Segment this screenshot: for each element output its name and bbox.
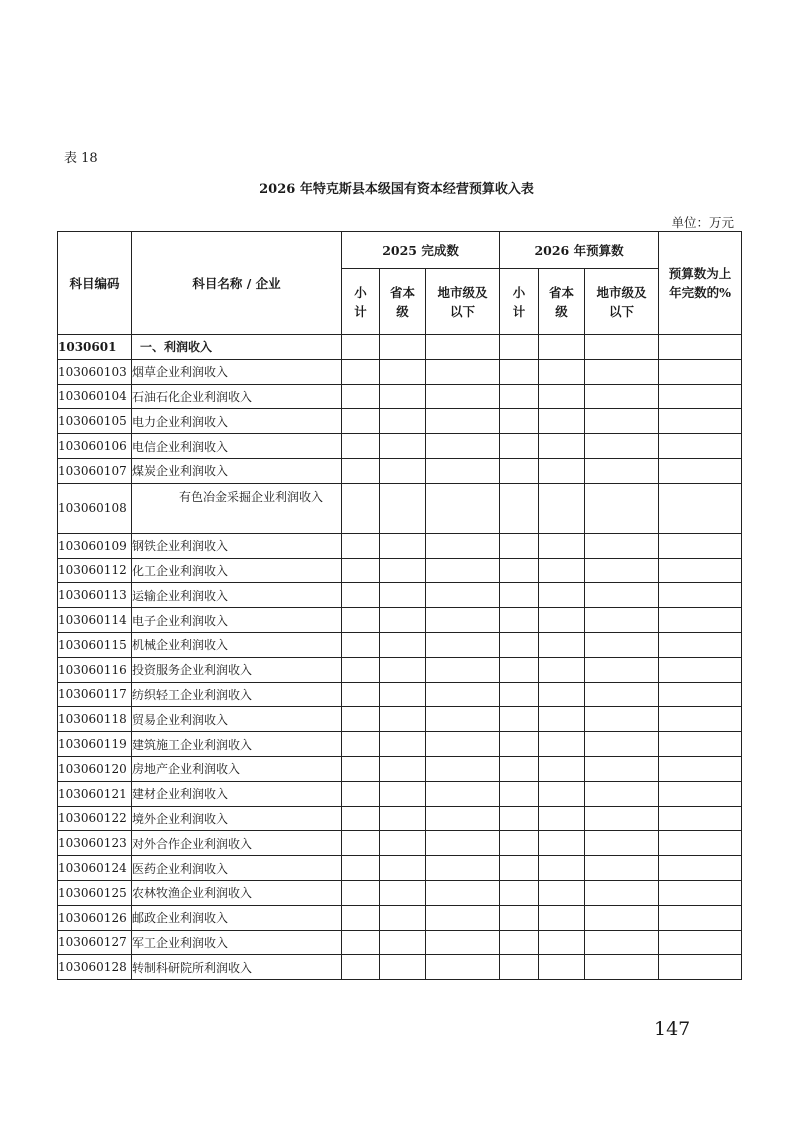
cell-ratio [659, 707, 742, 732]
cell-ratio [659, 384, 742, 409]
cell-ratio [659, 409, 742, 434]
cell-2026-provincial [539, 930, 585, 955]
row-code: 103060128 [58, 955, 132, 980]
row-code: 103060123 [58, 831, 132, 856]
row-name: 邮政企业利润收入 [132, 905, 342, 930]
table-row [58, 806, 742, 831]
cell-2026-subtotal [500, 657, 539, 682]
cell-2026-subtotal [500, 756, 539, 781]
cell-2025-municipal [426, 657, 500, 682]
unit-label: 单位：万元 [671, 215, 734, 230]
row-name: 钢铁企业利润收入 [132, 533, 342, 558]
cell-ratio [659, 632, 742, 657]
cell-ratio [659, 856, 742, 881]
cell-2026-municipal [585, 359, 659, 384]
row-name: 运输企业利润收入 [132, 583, 342, 608]
cell-2025-municipal [426, 434, 500, 459]
cell-2025-municipal [426, 707, 500, 732]
cell-2026-provincial [539, 583, 585, 608]
cell-2025-provincial [380, 483, 426, 533]
header-2026-budget: 2026 年预算数 [500, 232, 659, 269]
row-code: 103060106 [58, 434, 132, 459]
cell-2026-provincial [539, 434, 585, 459]
cell-ratio [659, 955, 742, 980]
cell-2025-subtotal [342, 905, 380, 930]
cell-2025-provincial [380, 384, 426, 409]
cell-ratio [659, 483, 742, 533]
cell-ratio [659, 781, 742, 806]
cell-2026-municipal [585, 831, 659, 856]
cell-2025-subtotal [342, 533, 380, 558]
cell-2026-provincial [539, 831, 585, 856]
cell-2025-municipal [426, 483, 500, 533]
cell-2026-subtotal [500, 781, 539, 806]
table-row [58, 583, 742, 608]
cell-2025-municipal [426, 359, 500, 384]
row-name: 贸易企业利润收入 [132, 707, 342, 732]
cell-2025-provincial [380, 434, 426, 459]
cell-2025-municipal [426, 409, 500, 434]
table-row [58, 781, 742, 806]
cell-2026-municipal [585, 434, 659, 459]
cell-2026-municipal [585, 707, 659, 732]
header-2025-municipal: 地市级及以下 [426, 269, 500, 335]
cell-2025-provincial [380, 558, 426, 583]
cell-2026-subtotal [500, 533, 539, 558]
cell-2025-subtotal [342, 856, 380, 881]
cell-2025-provincial [380, 955, 426, 980]
cell-2026-subtotal [500, 434, 539, 459]
row-code: 103060120 [58, 756, 132, 781]
row-code: 103060119 [58, 732, 132, 757]
table-row [58, 384, 742, 409]
table-row [58, 533, 742, 558]
table-row [58, 458, 742, 483]
cell-2025-provincial [380, 732, 426, 757]
cell-ratio [659, 732, 742, 757]
row-code: 103060115 [58, 632, 132, 657]
cell-2026-subtotal [500, 583, 539, 608]
cell-2026-municipal [585, 955, 659, 980]
cell-2026-municipal [585, 856, 659, 881]
row-name: 一、利润收入 [132, 335, 342, 360]
row-name: 有色冶金采掘企业利润收入 [132, 483, 342, 533]
cell-2026-provincial [539, 856, 585, 881]
row-code: 103060108 [58, 483, 132, 533]
cell-2026-provincial [539, 458, 585, 483]
cell-2026-provincial [539, 781, 585, 806]
cell-2025-provincial [380, 806, 426, 831]
header-name: 科目名称 / 企业 [132, 232, 342, 335]
row-code: 103060117 [58, 682, 132, 707]
cell-2026-municipal [585, 781, 659, 806]
cell-2026-provincial [539, 756, 585, 781]
cell-2025-subtotal [342, 483, 380, 533]
table-row [58, 359, 742, 384]
cell-2025-subtotal [342, 806, 380, 831]
cell-2025-subtotal [342, 632, 380, 657]
table-row [58, 682, 742, 707]
cell-2026-subtotal [500, 558, 539, 583]
table-row [58, 905, 742, 930]
header-2025-provincial: 省本级 [380, 269, 426, 335]
cell-2025-provincial [380, 682, 426, 707]
cell-2026-provincial [539, 707, 585, 732]
table-row [58, 558, 742, 583]
row-name: 机械企业利润收入 [132, 632, 342, 657]
cell-2025-municipal [426, 806, 500, 831]
row-name: 电力企业利润收入 [132, 409, 342, 434]
cell-ratio [659, 458, 742, 483]
header-2025-completed: 2025 完成数 [342, 232, 500, 269]
cell-2026-provincial [539, 905, 585, 930]
cell-2026-municipal [585, 732, 659, 757]
cell-2026-provincial [539, 632, 585, 657]
cell-2025-provincial [380, 781, 426, 806]
table-row [58, 880, 742, 905]
cell-2025-subtotal [342, 583, 380, 608]
row-name: 建筑施工企业利润收入 [132, 732, 342, 757]
cell-2025-subtotal [342, 558, 380, 583]
cell-2025-subtotal [342, 359, 380, 384]
page-number: 147 [654, 1018, 691, 1040]
cell-2025-subtotal [342, 930, 380, 955]
cell-2025-municipal [426, 458, 500, 483]
cell-ratio [659, 533, 742, 558]
row-name: 烟草企业利润收入 [132, 359, 342, 384]
cell-2025-municipal [426, 558, 500, 583]
cell-ratio [659, 434, 742, 459]
table-row [58, 335, 742, 360]
table-row [58, 930, 742, 955]
cell-ratio [659, 335, 742, 360]
row-code: 103060118 [58, 707, 132, 732]
cell-2026-provincial [539, 608, 585, 633]
cell-2026-subtotal [500, 359, 539, 384]
cell-2026-municipal [585, 384, 659, 409]
cell-ratio [659, 880, 742, 905]
row-name: 医药企业利润收入 [132, 856, 342, 881]
cell-ratio [659, 831, 742, 856]
cell-ratio [659, 756, 742, 781]
header-2025-subtotal: 小计 [342, 269, 380, 335]
table-row [58, 707, 742, 732]
cell-2025-municipal [426, 905, 500, 930]
cell-ratio [659, 682, 742, 707]
cell-2025-subtotal [342, 707, 380, 732]
cell-2025-municipal [426, 335, 500, 360]
row-code: 103060116 [58, 657, 132, 682]
cell-ratio [659, 806, 742, 831]
cell-2026-provincial [539, 558, 585, 583]
row-code: 103060107 [58, 458, 132, 483]
row-name: 建材企业利润收入 [132, 781, 342, 806]
row-name: 石油石化企业利润收入 [132, 384, 342, 409]
cell-2026-municipal [585, 458, 659, 483]
cell-2026-municipal [585, 632, 659, 657]
cell-2026-subtotal [500, 458, 539, 483]
cell-2026-subtotal [500, 335, 539, 360]
row-code: 103060109 [58, 533, 132, 558]
cell-2025-municipal [426, 781, 500, 806]
cell-2025-subtotal [342, 682, 380, 707]
cell-2026-municipal [585, 335, 659, 360]
row-name: 农林牧渔企业利润收入 [132, 880, 342, 905]
cell-2025-subtotal [342, 434, 380, 459]
cell-2025-provincial [380, 905, 426, 930]
cell-2026-municipal [585, 905, 659, 930]
row-name: 对外合作企业利润收入 [132, 831, 342, 856]
cell-2025-municipal [426, 682, 500, 707]
cell-2025-provincial [380, 930, 426, 955]
cell-2025-municipal [426, 930, 500, 955]
table-body [58, 335, 742, 980]
cell-2025-provincial [380, 707, 426, 732]
cell-2025-provincial [380, 831, 426, 856]
cell-2026-municipal [585, 483, 659, 533]
cell-2025-municipal [426, 384, 500, 409]
cell-2025-municipal [426, 856, 500, 881]
cell-2025-municipal [426, 608, 500, 633]
table-row [58, 831, 742, 856]
cell-2026-municipal [585, 608, 659, 633]
table-row [58, 483, 742, 533]
cell-2026-provincial [539, 657, 585, 682]
table-row [58, 756, 742, 781]
cell-2026-provincial [539, 533, 585, 558]
row-code: 103060112 [58, 558, 132, 583]
table-row [58, 409, 742, 434]
cell-2025-municipal [426, 831, 500, 856]
cell-2025-provincial [380, 409, 426, 434]
cell-2026-provincial [539, 806, 585, 831]
cell-2025-provincial [380, 583, 426, 608]
cell-ratio [659, 359, 742, 384]
cell-2025-provincial [380, 533, 426, 558]
row-code: 103060124 [58, 856, 132, 881]
cell-2025-provincial [380, 335, 426, 360]
cell-2025-provincial [380, 632, 426, 657]
header-2026-municipal: 地市级及以下 [585, 269, 659, 335]
cell-2026-provincial [539, 732, 585, 757]
cell-ratio [659, 657, 742, 682]
cell-2026-subtotal [500, 806, 539, 831]
cell-2025-subtotal [342, 880, 380, 905]
cell-2025-provincial [380, 880, 426, 905]
cell-ratio [659, 905, 742, 930]
table-row [58, 657, 742, 682]
row-code: 103060103 [58, 359, 132, 384]
row-name: 境外企业利润收入 [132, 806, 342, 831]
cell-2025-provincial [380, 657, 426, 682]
cell-2025-municipal [426, 756, 500, 781]
cell-2026-municipal [585, 756, 659, 781]
document-title: 2026 年特克斯县本级国有资本经营预算收入表 [259, 182, 534, 197]
cell-2026-subtotal [500, 632, 539, 657]
table-row [58, 955, 742, 980]
cell-2025-subtotal [342, 458, 380, 483]
row-name: 电信企业利润收入 [132, 434, 342, 459]
table-row [58, 608, 742, 633]
row-name: 化工企业利润收入 [132, 558, 342, 583]
row-code: 103060114 [58, 608, 132, 633]
row-code: 103060125 [58, 880, 132, 905]
cell-2025-subtotal [342, 384, 380, 409]
cell-2026-municipal [585, 880, 659, 905]
row-code: 103060104 [58, 384, 132, 409]
row-name: 纺织轻工企业利润收入 [132, 682, 342, 707]
cell-2026-subtotal [500, 880, 539, 905]
table-label: 表 18 [64, 151, 98, 166]
cell-2026-subtotal [500, 409, 539, 434]
cell-2026-provincial [539, 682, 585, 707]
cell-2025-subtotal [342, 831, 380, 856]
cell-2025-municipal [426, 732, 500, 757]
cell-2026-subtotal [500, 831, 539, 856]
cell-2026-provincial [539, 409, 585, 434]
row-code: 103060113 [58, 583, 132, 608]
cell-2025-provincial [380, 608, 426, 633]
header-2026-provincial: 省本级 [539, 269, 585, 335]
cell-2025-provincial [380, 359, 426, 384]
table-row [58, 732, 742, 757]
row-name: 煤炭企业利润收入 [132, 458, 342, 483]
cell-2025-subtotal [342, 608, 380, 633]
cell-2025-subtotal [342, 409, 380, 434]
cell-2025-municipal [426, 880, 500, 905]
row-code: 103060121 [58, 781, 132, 806]
row-code: 103060126 [58, 905, 132, 930]
cell-2026-subtotal [500, 682, 539, 707]
cell-2026-subtotal [500, 905, 539, 930]
cell-2026-subtotal [500, 608, 539, 633]
cell-2025-provincial [380, 458, 426, 483]
cell-2026-municipal [585, 533, 659, 558]
cell-2026-municipal [585, 657, 659, 682]
cell-2025-subtotal [342, 335, 380, 360]
cell-2025-subtotal [342, 657, 380, 682]
cell-2025-municipal [426, 955, 500, 980]
cell-2026-municipal [585, 583, 659, 608]
cell-2025-municipal [426, 583, 500, 608]
cell-ratio [659, 930, 742, 955]
cell-2025-municipal [426, 533, 500, 558]
header-2026-subtotal: 小计 [500, 269, 539, 335]
cell-2026-municipal [585, 930, 659, 955]
cell-ratio [659, 583, 742, 608]
cell-2026-subtotal [500, 930, 539, 955]
cell-2026-municipal [585, 409, 659, 434]
table-row [58, 632, 742, 657]
cell-2026-provincial [539, 955, 585, 980]
row-name: 军工企业利润收入 [132, 930, 342, 955]
cell-2025-provincial [380, 756, 426, 781]
cell-2026-provincial [539, 880, 585, 905]
cell-2025-municipal [426, 632, 500, 657]
cell-2026-subtotal [500, 955, 539, 980]
cell-2026-provincial [539, 335, 585, 360]
cell-2026-subtotal [500, 384, 539, 409]
row-code: 103060105 [58, 409, 132, 434]
row-name: 投资服务企业利润收入 [132, 657, 342, 682]
cell-2026-municipal [585, 682, 659, 707]
cell-2026-subtotal [500, 707, 539, 732]
cell-2026-subtotal [500, 856, 539, 881]
cell-2026-municipal [585, 558, 659, 583]
cell-ratio [659, 608, 742, 633]
cell-2026-subtotal [500, 732, 539, 757]
row-name: 转制科研院所利润收入 [132, 955, 342, 980]
cell-2025-provincial [380, 856, 426, 881]
row-code: 103060127 [58, 930, 132, 955]
cell-2026-municipal [585, 806, 659, 831]
cell-2026-provincial [539, 359, 585, 384]
cell-2026-subtotal [500, 483, 539, 533]
cell-2026-provincial [539, 483, 585, 533]
header-code: 科目编码 [58, 232, 132, 335]
row-code: 1030601 [58, 335, 132, 360]
cell-2025-subtotal [342, 955, 380, 980]
cell-2026-provincial [539, 384, 585, 409]
cell-ratio [659, 558, 742, 583]
row-name: 电子企业利润收入 [132, 608, 342, 633]
table-row [58, 856, 742, 881]
budget-table [57, 231, 742, 980]
header-ratio: 预算数为上年完数的% [659, 232, 742, 335]
table-row [58, 434, 742, 459]
cell-2025-subtotal [342, 781, 380, 806]
cell-2025-subtotal [342, 756, 380, 781]
row-name: 房地产企业利润收入 [132, 756, 342, 781]
cell-2025-subtotal [342, 732, 380, 757]
row-code: 103060122 [58, 806, 132, 831]
